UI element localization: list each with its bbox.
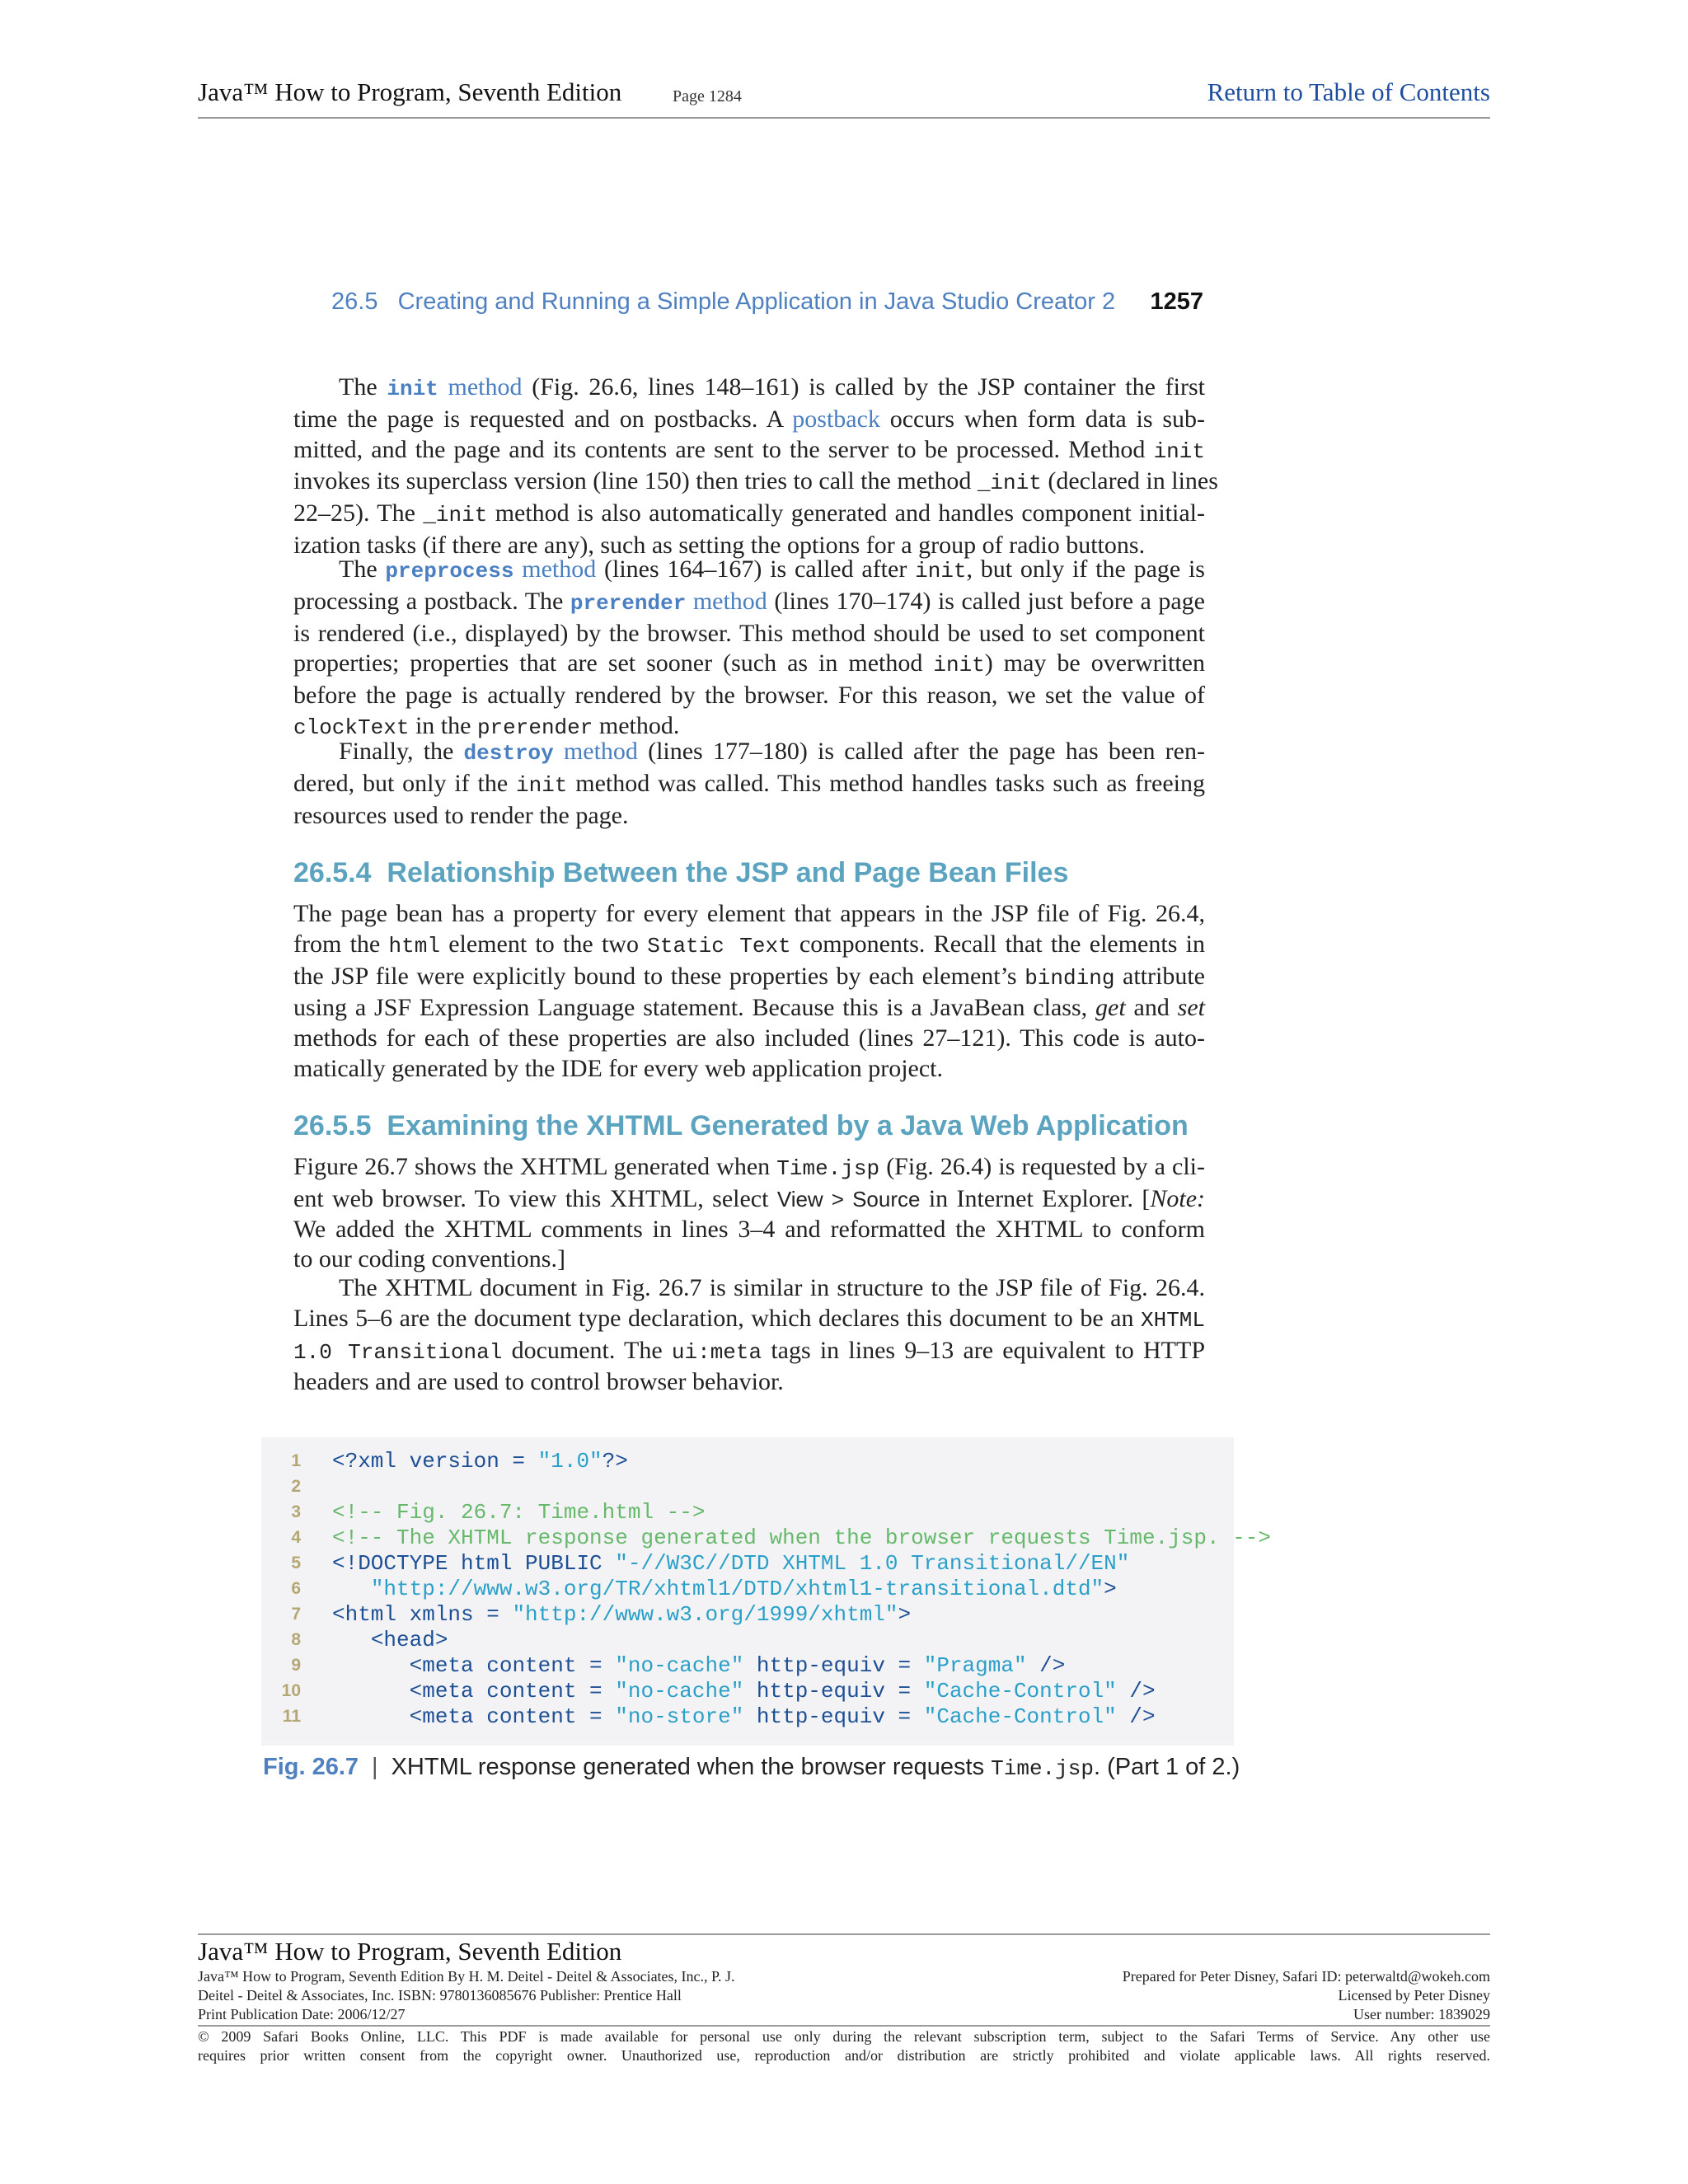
page-label: Page 1284 bbox=[673, 87, 742, 105]
code-line: 9 <meta content = "no-cache" http-equiv = "Pragma" /> bbox=[291, 1653, 1066, 1678]
footer-credits-line: Deitel - Deitel & Associates, Inc. ISBN: 9780136085676 Publisher: Prentice Hall bbox=[198, 1987, 682, 2004]
book-page-number: 1257 bbox=[1150, 288, 1203, 315]
running-head bbox=[331, 288, 1203, 325]
term-prerender: prerender bbox=[570, 590, 687, 616]
footer-book-title: Java™ How to Program, Seventh Edition bbox=[198, 1937, 622, 1966]
section-heading-26-5-4: 26.5.4 Relationship Between the JSP and Page Bean Files bbox=[293, 857, 1069, 888]
term-postback: postback bbox=[792, 405, 880, 433]
footer-license-line: Prepared for Peter Disney, Safari ID: peterwaltd@wokeh.com bbox=[1122, 1968, 1490, 1985]
footer-legal-line: © 2009 Safari Books Online, LLC. This PDF is made available for personal use only during the relevant subscription term, subject to the Safari Terms of Service. Any other use bbox=[198, 2028, 1490, 2045]
code-line: 8 <head> bbox=[291, 1628, 448, 1652]
term-preprocess: preprocess bbox=[385, 559, 514, 583]
footer-divider bbox=[198, 1933, 1490, 1935]
code-line: 10 <meta content = "no-cache" http-equiv = "Cache-Control" /> bbox=[281, 1679, 1156, 1704]
code-line: 5 <!DOCTYPE html PUBLIC "-//W3C//DTD XHTML 1.0 Transitional//EN" bbox=[291, 1551, 1130, 1576]
menu-source: Source bbox=[852, 1186, 921, 1212]
paragraph-preprocess-prerender: The preprocess method (lines 164–167) is called after init, but only if the page is processing a postback. The prerender method (lines 170–174) is called just before a page is rendered (i.e., displayed) by the browser. This method should be used to set component properties; properties that are set sooner (such as in method init) may be overwritten before the page is actually rendered by the browser. For this reason, we set the value of clockText in the prerender method. bbox=[293, 555, 1205, 740]
page-header bbox=[198, 77, 1490, 119]
footer-divider bbox=[198, 2025, 1490, 2027]
paragraph-xhtml-document: The XHTML document in Fig. 26.7 is similar in structure to the JSP file of Fig. 26.4. Lines 5–6 are the document type declaration, which declares this document to be an XHTML 1.0 Transitional document. The ui:meta tags in lines 9–13 are equivalent to HTTP headers and are used to control browser behavior. bbox=[293, 1274, 1206, 1396]
term-destroy: destroy bbox=[463, 741, 554, 766]
paragraph-init-method: The init method (Fig. 26.6, lines 148–161) is called by the JSP container the first time the page is requested and on postbacks. A postback occurs when form data is sub- mitted, and the page and its contents are sent to the server to be processed. Method init invokes its superclass version (line 150) then tries to call the method _init (declared in lines 22–25). The _init method is also automatically generated and handles component initial- ization tasks (if there are any), such as setting the options for a group of radio buttons. bbox=[293, 373, 1218, 559]
section-running-title: 26.5 Creating and Running a Simple Application in Java Studio Creator 2 bbox=[331, 288, 1116, 315]
code-line: 2 bbox=[291, 1477, 301, 1496]
book-title: Java™ How to Program, Seventh Edition bbox=[198, 77, 622, 106]
code-line: 7 <html xmlns = "http://www.w3.org/1999/xhtml"> bbox=[291, 1602, 912, 1627]
code-line: 6 "http://www.w3.org/TR/xhtml1/DTD/xhtml1-transitional.dtd"> bbox=[291, 1577, 1117, 1601]
footer-legal-line: requires prior written consent from the copyright owner. Unauthorized use, reproduction and/or distribution are strictly prohibited and violate applicable laws. All rights reserved. bbox=[198, 2047, 1490, 2064]
code-line: 1 <?xml version = "1.0"?> bbox=[291, 1449, 628, 1474]
code-line: 4 <!-- The XHTML response generated when the browser requests Time.jsp. --> bbox=[291, 1526, 1271, 1550]
footer-license-line: Licensed by Peter Disney bbox=[1338, 1987, 1490, 2004]
code-line: 3 <!-- Fig. 26.7: Time.html --> bbox=[291, 1500, 706, 1525]
paragraph-destroy-method: Finally, the destroy method (lines 177–180) is called after the page has been ren- dered, but only if the init method was called. This method handles tasks such as freeing resources used to render the page. bbox=[293, 738, 1205, 829]
figure-caption: Fig. 26.7 | XHTML response generated when the browser requests Time.jsp. (Part 1 of 2.) bbox=[263, 1754, 1240, 1781]
menu-view: View bbox=[776, 1186, 823, 1212]
caption-divider: | bbox=[372, 1754, 378, 1780]
code-line: 11 <meta content = "no-store" http-equiv = "Cache-Control" /> bbox=[282, 1704, 1156, 1729]
paragraph-xhtml-generated: Figure 26.7 shows the XHTML generated when Time.jsp (Fig. 26.4) is requested by a cli- ent web browser. To view this XHTML, select View > Source in Internet Explorer. [Note: We added the XHTML comments in lines 3–4 and reformatted the XHTML to conform to our coding conventions.] bbox=[293, 1153, 1205, 1273]
code-listing bbox=[261, 1437, 1271, 1746]
footer-license-line: User number: 1839029 bbox=[1353, 2006, 1490, 2022]
toc-link[interactable]: Return to Table of Contents bbox=[1207, 77, 1490, 106]
figure-label: Fig. 26.7 bbox=[263, 1754, 359, 1780]
footer-credits-line: Print Publication Date: 2006/12/27 bbox=[198, 2006, 406, 2022]
section-heading-26-5-5: 26.5.5 Examining the XHTML Generated by a Java Web Application bbox=[293, 1110, 1189, 1141]
term-init: init bbox=[387, 377, 438, 401]
footer-credits-line: Java™ How to Program, Seventh Edition By H. M. Deitel - Deitel & Associates, Inc., P. J. bbox=[198, 1968, 735, 1985]
paragraph-page-bean: The page bean has a property for every element that appears in the JSP file of Fig. 26.4, from the html element to the two Static Text components. Recall that the elements in the JSP file were explicitly bound to these properties by each element’s binding attribute using a JSF Expression Language statement. Because this is a JavaBean class, get and set methods for each of these properties are also included (lines 27–121). This code is auto- matically generated by the IDE for every web application project. bbox=[293, 900, 1205, 1082]
